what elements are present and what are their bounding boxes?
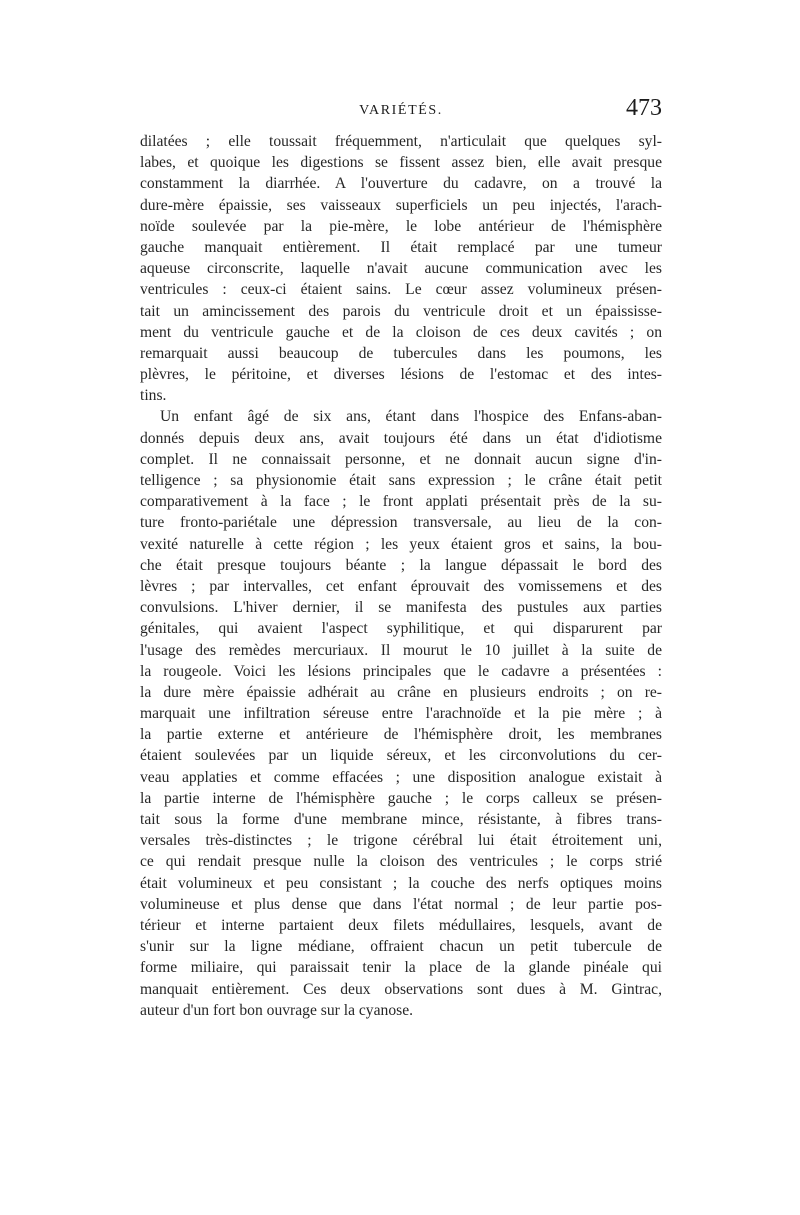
text-line: ture fronto-pariétale une dépression transversale, au lieu de la con- — [140, 514, 662, 532]
text-line: ment du ventricule gauche et de la cloison de ces deux cavités ; on — [140, 323, 662, 341]
text-line: térieur et interne partaient deux filets médullaires, lesquels, avant de — [140, 916, 662, 934]
text-line: aqueuse circonscrite, laquelle n'avait aucune communication avec les — [140, 260, 662, 278]
text-line: génitales, qui avaient l'aspect syphilitique, et qui disparurent par — [140, 620, 662, 638]
text-line: donnés depuis deux ans, avait toujours été dans un état d'idiotisme — [140, 429, 662, 447]
text-line: vexité naturelle à cette région ; les yeux étaient gros et sains, la bou- — [140, 535, 662, 553]
text-line: tins. — [140, 387, 167, 405]
running-head — [140, 95, 662, 129]
text-line: complet. Il ne connaissait personne, et ne donnait aucun signe d'in- — [140, 450, 662, 468]
text-line: la partie externe et antérieure de l'hémisphère droit, les membranes — [140, 726, 662, 744]
text-line: gauche manquait entièrement. Il était remplacé par une tumeur — [140, 238, 662, 256]
text-line: che était presque toujours béante ; la langue dépassait le bord des — [140, 556, 662, 574]
text-line: comparativement à la face ; le front applati présentait près de la su- — [140, 493, 662, 511]
text-line: marquait une infiltration séreuse entre l'arachnoïde et la pie mère ; à — [140, 705, 662, 723]
text-line: constamment la diarrhée. A l'ouverture du cadavre, on a trouvé la — [140, 175, 662, 193]
text-line: plèvres, le péritoine, et diverses lésions de l'estomac et des intes- — [140, 366, 662, 384]
text-line: la partie interne de l'hémisphère gauche ; le corps calleux se présen- — [140, 789, 662, 807]
text-line: tait un amincissement des parois du ventricule droit et un épaississe- — [140, 302, 662, 320]
page-number: 473 — [626, 95, 662, 121]
text-line: veau applaties et comme effacées ; une disposition analogue existait à — [140, 768, 662, 786]
text-line: dilatées ; elle toussait fréquemment, n'articulait que quelques syl- — [140, 133, 662, 150]
text-line: s'unir sur la ligne médiane, offraient chacun un petit tubercule de — [140, 938, 662, 956]
text-line: forme miliaire, qui paraissait tenir la place de la glande pinéale qui — [140, 959, 662, 977]
text-line: manquait entièrement. Ces deux observations sont dues à M. Gintrac, — [140, 980, 662, 998]
text-line: ce qui rendait presque nulle la cloison des ventricules ; le corps strié — [140, 853, 662, 871]
text-line: labes, et quoique les digestions se fissent assez bien, elle avait presque — [140, 154, 662, 172]
text-line: convulsions. L'hiver dernier, il se manifesta des pustules aux parties — [140, 599, 662, 617]
running-title: VARIÉTÉS. — [359, 103, 443, 118]
text-line: dure-mère épaissie, ses vaisseaux superficiels un peu injectés, l'arach- — [140, 196, 662, 214]
text-line: Un enfant âgé de six ans, étant dans l'hospice des Enfans-aban- — [160, 408, 662, 426]
text-line: était volumineux et peu consistant ; la couche des nerfs optiques moins — [140, 874, 662, 892]
text-line: versales très-distinctes ; le trigone cérébral lui était étroitement uni, — [140, 832, 662, 850]
text-line: lèvres ; par intervalles, cet enfant éprouvait des vomissemens et des — [140, 577, 662, 595]
text-line: volumineuse et plus dense que dans l'état normal ; de leur partie pos- — [140, 895, 662, 913]
text-line: étaient soulevées par un liquide séreux, et les circonvolutions du cer- — [140, 747, 662, 765]
text-line: la dure mère épaissie adhérait au crâne en plusieurs endroits ; on re- — [140, 683, 662, 701]
text-line: la rougeole. Voici les lésions principales que le cadavre a présentées : — [140, 662, 662, 680]
text-line: tait sous la forme d'une membrane mince, résistante, à fibres trans- — [140, 811, 662, 828]
text-line: telligence ; sa physionomie était sans expression ; le crâne était petit — [140, 472, 662, 489]
body-text — [140, 131, 662, 1021]
text-line: noïde soulevée par la pie-mère, le lobe antérieur de l'hémisphère — [140, 217, 662, 235]
text-line: ventricules : ceux-ci étaient sains. Le cœur assez volumineux présen- — [140, 281, 662, 299]
text-line: remarquait aussi beaucoup de tubercules dans les poumons, les — [140, 344, 662, 362]
text-line: auteur d'un fort bon ouvrage sur la cyanose. — [140, 1001, 414, 1019]
text-line: l'usage des remèdes mercuriaux. Il mourut le 10 juillet à la suite de — [140, 641, 662, 659]
